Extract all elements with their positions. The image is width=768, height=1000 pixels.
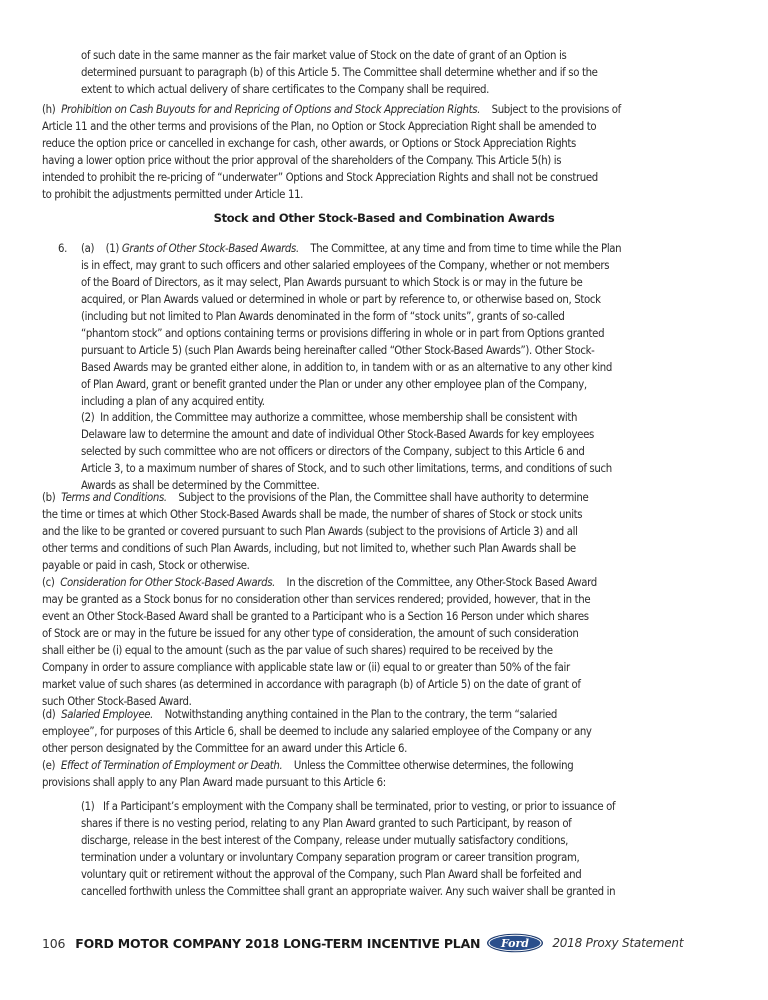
text-line: including a plan of any acquired entity. <box>81 395 265 408</box>
paragraph-label: (h) <box>42 103 56 116</box>
page-footer <box>42 933 683 953</box>
text-line: the time or times at which Other Stock-Based Awards shall be made, the number of shares of Stock or stock units <box>42 508 583 521</box>
paragraph-title: Effect of Termination of Employment or Death. <box>60 759 283 772</box>
text-line: of the Board of Directors, as it may select, Plan Awards pursuant to which Stock is or may in the future be <box>81 276 583 289</box>
text-line: market value of such shares (as determined in accordance with paragraph (b) of Article 5) on the date of grant of <box>42 678 581 691</box>
paragraph-title: Terms and Conditions. <box>61 491 167 504</box>
paragraph-title: Grants of Other Stock-Based Awards. <box>121 242 299 255</box>
paragraph-title: Salaried Employee. <box>61 708 154 721</box>
text-line: other person designated by the Committee for an award under this Article 6. <box>42 742 408 755</box>
paragraph-text: Notwithstanding anything contained in the Plan to the contrary, the term “salaried <box>164 708 557 721</box>
text-line: and the like to be granted or covered pursuant to such Plan Awards (subject to the provisions of Article 3) and all <box>42 525 578 538</box>
text-line: employee”, for purposes of this Article 6, shall be deemed to include any salaried employee of the Company or any <box>42 725 592 738</box>
ford-oval-logo-icon <box>486 933 544 953</box>
paragraph-h <box>42 101 621 203</box>
text-line: payable or paid in cash, Stock or otherwise. <box>42 559 250 572</box>
paragraph-label: (e) <box>42 759 56 772</box>
text-line: is in effect, may grant to such officers and other salaried employees of the Company, whether or not members <box>81 259 610 272</box>
text-line: event an Other Stock-Based Award shall be granted to a Participant who is a Section 16 Person under which shares <box>42 610 589 623</box>
text-line: Based Awards may be granted either alone, in addition to, in tandem with or as an alternative to any other kind <box>81 361 612 374</box>
text-line <box>81 798 615 815</box>
text-line: Awards as shall be determined by the Committee. <box>81 479 320 492</box>
text-line: shares if there is no vesting period, relating to any Plan Award granted to such Participant, by reason of <box>81 817 572 830</box>
text-line: determined pursuant to paragraph (b) of this Article 5. The Committee shall determine whether and if so the <box>81 66 598 79</box>
text-line: shall either be (i) equal to the amount (such as the par value of such shares) required to be received by the <box>42 644 553 657</box>
text-line <box>42 101 621 118</box>
paragraph-title: Consideration for Other Stock-Based Awards. <box>60 576 276 589</box>
text-line: acquired, or Plan Awards valued or determined in whole or part by reference to, or otherwise based on, Stock <box>81 293 601 306</box>
text-line <box>81 409 612 426</box>
paragraph-text: In the discretion of the Committee, any Other-Stock Based Award <box>286 576 597 589</box>
paragraph-6c <box>42 574 597 710</box>
paragraph-title: Prohibition on Cash Buyouts for and Repricing of Options and Stock Appreciation Rights. <box>61 103 481 116</box>
paragraph-label: (d) <box>42 708 56 721</box>
paragraph-label: (b) <box>42 491 56 504</box>
text-line: extent to which actual delivery of share certificates to the Company shall be required. <box>81 83 489 96</box>
text-line: “phantom stock” and options containing terms or provisions differing in whole or in part from Options granted <box>81 327 605 340</box>
paragraph-text: In addition, the Committee may authorize a committee, whose membership shall be consistent with <box>100 411 578 424</box>
text-line: of such date in the same manner as the fair market value of Stock on the date of grant of an Option is <box>81 49 567 62</box>
text-line: Company in order to assure compliance with applicable state law or (ii) equal to or greater than 50% of the fair <box>42 661 570 674</box>
paragraph-6a2 <box>81 409 612 494</box>
paragraph-label: (a) <box>81 242 95 255</box>
logo-text: Ford <box>501 937 530 950</box>
text-line: cancelled forthwith unless the Committee shall grant an appropriate waiver. Any such waiver shall be granted in <box>81 885 616 898</box>
text-line <box>42 757 573 774</box>
paragraph-text: Subject to the provisions of the Plan, the Committee shall have authority to determine <box>178 491 589 504</box>
text-line: voluntary quit or retirement without the approval of the Company, such Plan Award shall be forfeited and <box>81 868 582 881</box>
paragraph-6b <box>42 489 588 574</box>
text-line <box>42 489 588 506</box>
article-number: 6. <box>58 242 67 255</box>
text-line: Article 11 and the other terms and provisions of the Plan, no Option or Stock Appreciation Right shall be amended to <box>42 120 597 133</box>
footer-title: FORD MOTOR COMPANY 2018 LONG-TERM INCENTIVE PLAN <box>75 935 481 951</box>
text-line: (including but not limited to Plan Awards denominated in the form of “stock units”, grants of so-called <box>81 310 565 323</box>
paragraph-text: Unless the Committee otherwise determines, the following <box>293 759 574 772</box>
subparagraph-label: (2) <box>81 411 95 424</box>
text-line: provisions shall apply to any Plan Award made pursuant to this Article 6: <box>42 776 386 789</box>
text-line: other terms and conditions of such Plan Awards, including, but not limited to, whether such Plan Awards shall be <box>42 542 576 555</box>
paragraph-text: The Committee, at any time and from time to time while the Plan <box>310 242 622 255</box>
text-line: to prohibit the adjustments permitted under Article 11. <box>42 188 304 201</box>
text-line: Article 3, to a maximum number of shares of Stock, and to such other limitations, terms, and conditions of such <box>81 462 612 475</box>
text-line: of Plan Award, grant or benefit granted under the Plan or under any other employee plan of the Company, <box>81 378 587 391</box>
text-line: termination under a voluntary or involuntary Company separation program or career transition program, <box>81 851 580 864</box>
text-line: of Stock are or may in the future be issued for any other type of consideration, the amount of such consideration <box>42 627 579 640</box>
paragraph-g-continuation <box>81 47 598 98</box>
text-line <box>81 240 621 257</box>
paragraph-text: If a Participant’s employment with the Company shall be terminated, prior to vesting, or prior to issuance of <box>103 800 616 813</box>
paragraph-6d <box>42 706 592 757</box>
text-line: discharge, release in the best interest of the Company, release under mutually satisfactory conditions, <box>81 834 569 847</box>
text-line: such Other Stock-Based Award. <box>42 695 192 708</box>
paragraph-6a1 <box>81 240 621 410</box>
paragraph-6e <box>42 757 573 791</box>
text-line <box>42 574 597 591</box>
paragraph-6e1 <box>81 798 615 900</box>
paragraph-label: (c) <box>42 576 55 589</box>
text-line: pursuant to Article 5) (such Plan Awards being hereinafter called “Other Stock-Based Awards”). Other Stock- <box>81 344 595 357</box>
text-line: reduce the option price or cancelled in exchange for cash, other awards, or Options or Stock Appreciation Rights <box>42 137 576 150</box>
text-line: Delaware law to determine the amount and date of individual Other Stock-Based Awards for key employees <box>81 428 594 441</box>
section-heading: Stock and Other Stock-Based and Combination Awards <box>213 211 555 225</box>
text-line: intended to prohibit the re-pricing of “underwater” Options and Stock Appreciation Rights and shall not be construed <box>42 171 598 184</box>
page-number: 106 <box>42 935 66 951</box>
footer-subtitle: 2018 Proxy Statement <box>552 936 684 950</box>
subparagraph-label: (1) <box>81 800 95 813</box>
subparagraph-label: (1) <box>105 242 119 255</box>
paragraph-text: Subject to the provisions of <box>491 103 621 116</box>
text-line <box>42 706 592 723</box>
text-line: selected by such committee who are not officers or directors of the Company, subject to this Article 6 and <box>81 445 585 458</box>
text-line: having a lower option price without the prior approval of the shareholders of the Company. This Article 5(h) is <box>42 154 562 167</box>
text-line: may be granted as a Stock bonus for no consideration other than services rendered; provided, however, that in the <box>42 593 591 606</box>
